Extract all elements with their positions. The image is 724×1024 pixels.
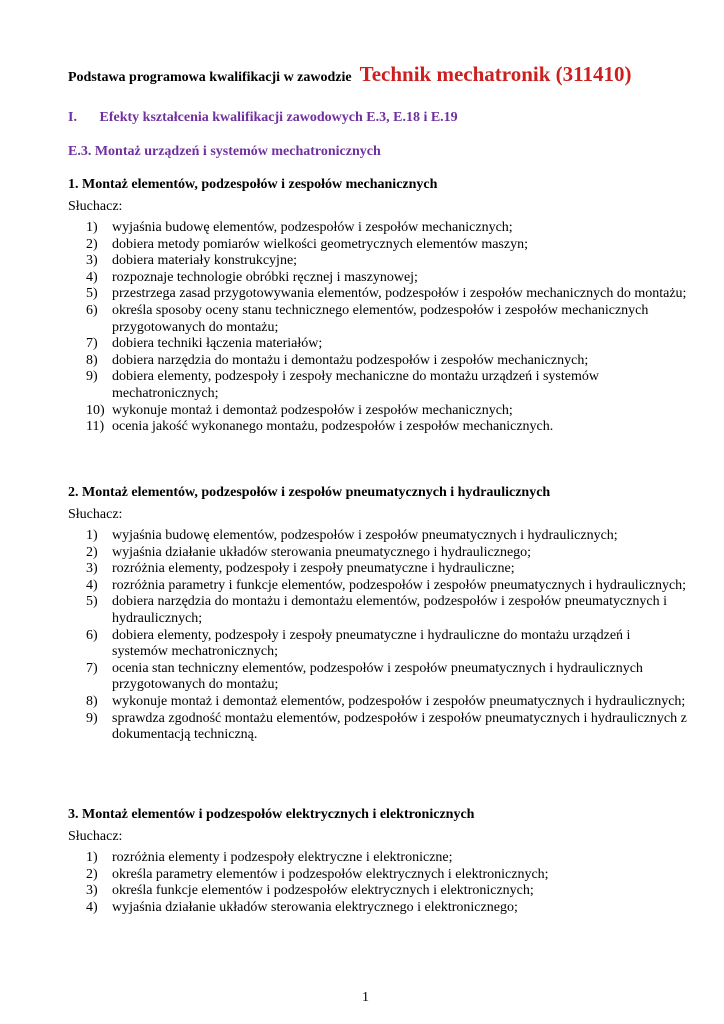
- list-item: [68, 253, 688, 270]
- item-number: 3): [86, 883, 98, 899]
- item-number: 8): [86, 352, 98, 368]
- item-number: 11): [86, 419, 105, 435]
- item-number: 5): [86, 594, 98, 610]
- item-number: 6): [86, 302, 98, 318]
- page-number: 1: [362, 990, 369, 1005]
- item-text: wyjaśnia budowę elementów, podzespołów i zespołów mechanicznych;: [112, 220, 513, 235]
- item-text: wyjaśnia działanie układów sterowania pneumatycznego i hydraulicznego;: [112, 544, 532, 560]
- subsection-heading: E.3. Montaż urządzeń i systemów mechatronicznych: [68, 144, 381, 159]
- item-number: 7): [86, 660, 98, 676]
- block-mechanical: [68, 176, 688, 436]
- list-item: [68, 286, 688, 303]
- list-item: [68, 694, 688, 711]
- item-text: określa funkcje elementów i podzespołów elektrycznych i elektronicznych;: [112, 883, 534, 899]
- block-electrical-electronic: [68, 806, 688, 916]
- item-number: 1): [86, 528, 98, 543]
- list-item: [68, 711, 688, 744]
- list-item: [68, 270, 688, 287]
- item-text: sprawdza zgodność montażu elementów, podzespołów i zespołów pneumatycznych i hydraulicznych z dokumentacją techniczną.: [112, 710, 687, 743]
- item-text: wyjaśnia budowę elementów, podzespołów i zespołów pneumatycznych i hydraulicznych;: [112, 528, 618, 543]
- item-number: 5): [86, 286, 98, 302]
- item-number: 3): [86, 253, 98, 269]
- item-text: rozróżnia elementy i podzespoły elektryczne i elektroniczne;: [112, 850, 453, 865]
- list-item: [68, 850, 688, 867]
- title-prefix: Podstawa programowa kwalifikacji w zawodzie: [68, 70, 352, 85]
- item-number: 1): [86, 850, 98, 865]
- item-text: wyjaśnia działanie układów sterowania elektrycznego i elektronicznego;: [112, 899, 518, 915]
- profession-title: Technik mechatronik (311410): [359, 62, 632, 86]
- item-number: 10): [86, 402, 105, 418]
- list-item: [68, 528, 688, 545]
- block-intro: Słuchacz:: [68, 199, 123, 214]
- outcome-list: [68, 220, 688, 436]
- item-number: 4): [86, 269, 98, 285]
- list-item: [68, 594, 688, 627]
- item-number: 7): [86, 336, 98, 352]
- list-item: [68, 883, 688, 900]
- block-intro: Słuchacz:: [68, 507, 123, 522]
- item-number: 1): [86, 220, 98, 235]
- block-intro: Słuchacz:: [68, 829, 123, 844]
- item-text: wykonuje montaż i demontaż elementów, podzespołów i zespołów pneumatycznych i hydraulicznych;: [112, 693, 686, 709]
- item-text: rozpoznaje technologie obróbki ręcznej i maszynowej;: [112, 269, 418, 285]
- outcome-list: [68, 850, 688, 916]
- item-number: 9): [86, 710, 98, 726]
- list-item: [68, 303, 688, 336]
- list-item: [68, 561, 688, 578]
- item-text: rozróżnia parametry i funkcje elementów, podzespołów i zespołów pneumatycznych i hydraulicznych;: [112, 577, 687, 593]
- list-item: [68, 628, 688, 661]
- list-item: [68, 369, 688, 402]
- document-title: [68, 62, 631, 87]
- item-number: 2): [86, 866, 98, 882]
- item-text: ocenia stan techniczny elementów, podzespołów i zespołów pneumatycznych i hydraulicznych przygotowanych do montażu;: [112, 660, 643, 693]
- item-text: dobiera narzędzia do montażu i demontażu podzespołów i zespołów mechanicznych;: [112, 352, 589, 368]
- list-item: [68, 661, 688, 694]
- block-title: 1. Montaż elementów, podzespołów i zespołów mechanicznych: [68, 177, 438, 192]
- block-title: 3. Montaż elementów i podzespołów elektrycznych i elektronicznych: [68, 807, 475, 822]
- item-text: przestrzega zasad przygotowywania elementów, podzespołów i zespołów mechanicznych do montażu;: [112, 286, 687, 302]
- item-number: 8): [86, 693, 98, 709]
- item-number: 4): [86, 899, 98, 915]
- item-text: określa sposoby oceny stanu technicznego elementów, podzespołów i zespołów mechanicznych przygotowanych do montażu;: [112, 302, 649, 335]
- item-text: rozróżnia elementy, podzespoły i zespoły pneumatyczne i hydrauliczne;: [112, 561, 515, 577]
- list-item: [68, 220, 688, 237]
- block-pneumatic-hydraulic: [68, 484, 688, 744]
- item-text: określa parametry elementów i podzespołów elektrycznych i elektronicznych;: [112, 866, 549, 882]
- item-text: dobiera elementy, podzespoły i zespoły pneumatyczne i hydrauliczne do montażu urządzeń i systemów mechatronicznych;: [112, 627, 631, 660]
- list-item: [68, 900, 688, 917]
- item-text: wykonuje montaż i demontaż podzespołów i zespołów mechanicznych;: [112, 402, 513, 418]
- item-text: dobiera materiały konstrukcyjne;: [112, 253, 298, 269]
- item-number: 9): [86, 369, 98, 385]
- item-number: 6): [86, 627, 98, 643]
- section-number: I.: [68, 110, 77, 125]
- list-item: [68, 419, 688, 436]
- item-number: 4): [86, 577, 98, 593]
- item-text: dobiera elementy, podzespoły i zespoły mechaniczne do montażu urządzeń i systemów mechatronicznych;: [112, 369, 599, 401]
- item-text: dobiera metody pomiarów wielkości geometrycznych elementów maszyn;: [112, 236, 528, 252]
- list-item: [68, 353, 688, 370]
- list-item: [68, 336, 688, 353]
- list-item: [68, 867, 688, 884]
- section-heading: [68, 110, 458, 126]
- list-item: [68, 403, 688, 420]
- list-item: [68, 578, 688, 595]
- section-title: Efekty kształcenia kwalifikacji zawodowych E.3, E.18 i E.19: [99, 110, 458, 125]
- item-number: 2): [86, 544, 98, 560]
- item-number: 2): [86, 236, 98, 252]
- block-title: 2. Montaż elementów, podzespołów i zespołów pneumatycznych i hydraulicznych: [68, 485, 551, 500]
- list-item: [68, 237, 688, 254]
- item-text: dobiera narzędzia do montażu i demontażu elementów, podzespołów i zespołów pneumatycznych i hydraulicznych;: [112, 594, 668, 626]
- item-text: dobiera techniki łączenia materiałów;: [112, 336, 323, 352]
- item-text: ocenia jakość wykonanego montażu, podzespołów i zespołów mechanicznych.: [112, 419, 554, 435]
- outcome-list: [68, 528, 688, 744]
- item-number: 3): [86, 561, 98, 577]
- list-item: [68, 545, 688, 562]
